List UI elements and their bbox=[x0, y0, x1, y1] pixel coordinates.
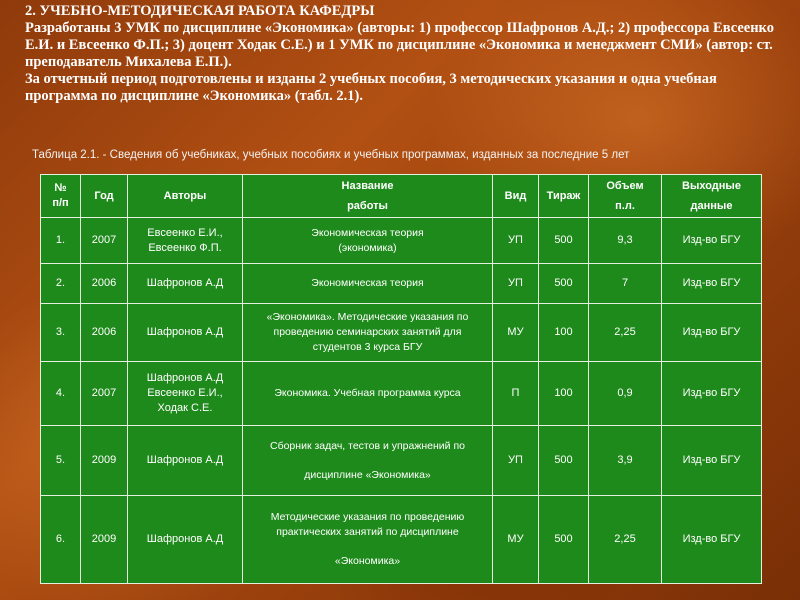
cell-volume: 2,25 bbox=[589, 304, 662, 362]
cell-circulation: 500 bbox=[539, 218, 589, 264]
cell-authors bbox=[128, 362, 243, 426]
cell-type: УП bbox=[493, 264, 539, 304]
cell-circulation: 100 bbox=[539, 362, 589, 426]
header-number-line1: № bbox=[54, 182, 67, 194]
header-authors: Авторы bbox=[128, 175, 243, 218]
table-row bbox=[41, 304, 762, 362]
cell-volume: 7 bbox=[589, 264, 662, 304]
table-row bbox=[41, 426, 762, 496]
header-year: Год bbox=[81, 175, 128, 218]
header-volume-line2: п.л. bbox=[615, 200, 635, 212]
cell-authors-line: Шафронов А.Д bbox=[146, 372, 224, 384]
cell-title bbox=[243, 362, 493, 426]
header-number-line2: п/п bbox=[52, 197, 69, 209]
table-caption: Таблица 2.1. - Сведения об учебниках, учебных пособиях и учебных программах, изданных за последние 5 лет bbox=[32, 149, 630, 161]
cell-year: 2006 bbox=[81, 264, 128, 304]
cell-authors-line: Евсеенко Е.И., bbox=[147, 387, 223, 399]
intro-paragraph-publications: За отчетный период подготовлены и изданы 2 учебных пособия, 3 методических указания и одна учебная программа по дисциплине «Экономика» (табл. 2.1). bbox=[25, 71, 717, 104]
cell-title bbox=[243, 218, 493, 264]
section-heading: 2. УЧЕБНО-МЕТОДИЧЕСКАЯ РАБОТА КАФЕДРЫ bbox=[25, 3, 375, 19]
cell-title-line: «Экономика». Методические указания по bbox=[266, 311, 469, 323]
table-row bbox=[41, 218, 762, 264]
cell-circulation: 500 bbox=[539, 496, 589, 584]
cell-type: УП bbox=[493, 218, 539, 264]
cell-number: 4. bbox=[41, 362, 81, 426]
cell-title-line: Сборник задач, тестов и упражнений по bbox=[270, 439, 465, 452]
cell-type: УП bbox=[493, 426, 539, 496]
table-row bbox=[41, 264, 762, 304]
cell-imprint: Изд-во БГУ bbox=[662, 362, 762, 426]
cell-authors-line: Шафронов А.Д bbox=[146, 277, 224, 289]
cell-number: 3. bbox=[41, 304, 81, 362]
cell-authors-line: Шафронов А.Д bbox=[146, 533, 224, 545]
header-type: Вид bbox=[493, 175, 539, 218]
cell-volume: 9,3 bbox=[589, 218, 662, 264]
cell-year: 2006 bbox=[81, 304, 128, 362]
header-circulation: Тираж bbox=[539, 175, 589, 218]
cell-circulation: 500 bbox=[539, 426, 589, 496]
header-volume bbox=[589, 175, 662, 218]
cell-authors bbox=[128, 496, 243, 584]
cell-title-line bbox=[246, 540, 489, 554]
cell-title-line: Экономическая теория bbox=[311, 277, 424, 289]
cell-volume: 3,9 bbox=[589, 426, 662, 496]
cell-authors-line: Ходак С.Е. bbox=[157, 402, 213, 414]
header-imprint-line1: Выходные bbox=[682, 180, 741, 192]
header-imprint-line2: данные bbox=[690, 200, 733, 212]
cell-imprint: Изд-во БГУ bbox=[662, 496, 762, 584]
cell-authors-line: Евсеенко Ф.П. bbox=[148, 241, 222, 254]
cell-title-line: дисциплине «Экономика» bbox=[304, 468, 431, 481]
header-title bbox=[243, 175, 493, 218]
cell-imprint: Изд-во БГУ bbox=[662, 426, 762, 496]
cell-title-line: Методические указания по проведению bbox=[270, 511, 465, 523]
cell-type: МУ bbox=[493, 496, 539, 584]
cell-title bbox=[243, 426, 493, 496]
cell-authors bbox=[128, 304, 243, 362]
cell-year: 2009 bbox=[81, 496, 128, 584]
cell-title-line: Экономика. Учебная программа курса bbox=[274, 387, 461, 399]
cell-title bbox=[243, 264, 493, 304]
cell-authors-line: Шафронов А.Д bbox=[146, 326, 224, 338]
cell-volume: 2,25 bbox=[589, 496, 662, 584]
cell-volume: 0,9 bbox=[589, 362, 662, 426]
cell-imprint: Изд-во БГУ bbox=[662, 304, 762, 362]
cell-circulation: 500 bbox=[539, 264, 589, 304]
table-row bbox=[41, 362, 762, 426]
slide-text bbox=[25, 3, 780, 105]
cell-number: 1. bbox=[41, 218, 81, 264]
cell-authors bbox=[128, 426, 243, 496]
cell-type: МУ bbox=[493, 304, 539, 362]
cell-authors bbox=[128, 264, 243, 304]
table-row bbox=[41, 496, 762, 584]
cell-year: 2007 bbox=[81, 218, 128, 264]
textbooks-table bbox=[40, 174, 762, 584]
cell-title bbox=[243, 304, 493, 362]
cell-type: П bbox=[493, 362, 539, 426]
cell-year: 2007 bbox=[81, 362, 128, 426]
cell-imprint: Изд-во БГУ bbox=[662, 264, 762, 304]
cell-title-line: проведению семинарских занятий для bbox=[273, 326, 462, 338]
cell-imprint: Изд-во БГУ bbox=[662, 218, 762, 264]
table-body bbox=[41, 218, 762, 584]
cell-title-line: Экономическая теория bbox=[311, 226, 424, 239]
cell-title-line: «Экономика» bbox=[334, 555, 401, 567]
cell-number: 6. bbox=[41, 496, 81, 584]
cell-title-line: студентов 3 курса БГУ bbox=[312, 341, 423, 353]
cell-title-line: практических занятий по дисциплине bbox=[276, 526, 459, 538]
cell-year: 2009 bbox=[81, 426, 128, 496]
cell-authors-line: Шафронов А.Д bbox=[146, 454, 224, 466]
intro-paragraph-umk: Разработаны 3 УМК по дисциплине «Экономика» (авторы: 1) профессор Шафронов А.Д.; 2) профессора Евсеенко Е.И. и Евсеенко Ф.П.; 3) доцент Ходак С.Е.) и 1 УМК по дисциплине «Экономика и менеджмент СМИ» (автор: ст. преподаватель Михалева Е.П.). bbox=[25, 20, 774, 70]
cell-number: 2. bbox=[41, 264, 81, 304]
cell-title bbox=[243, 496, 493, 584]
cell-title-line: (экономика) bbox=[338, 241, 397, 254]
header-imprint bbox=[662, 175, 762, 218]
header-title-line2: работы bbox=[347, 200, 388, 212]
table-header-row bbox=[41, 175, 762, 218]
cell-authors bbox=[128, 218, 243, 264]
header-volume-line1: Объем bbox=[606, 180, 644, 192]
cell-title-line bbox=[246, 454, 489, 468]
cell-circulation: 100 bbox=[539, 304, 589, 362]
cell-number: 5. bbox=[41, 426, 81, 496]
header-title-line1: Название bbox=[341, 180, 394, 192]
header-number bbox=[41, 175, 81, 218]
cell-authors-line: Евсеенко Е.И., bbox=[147, 226, 223, 239]
